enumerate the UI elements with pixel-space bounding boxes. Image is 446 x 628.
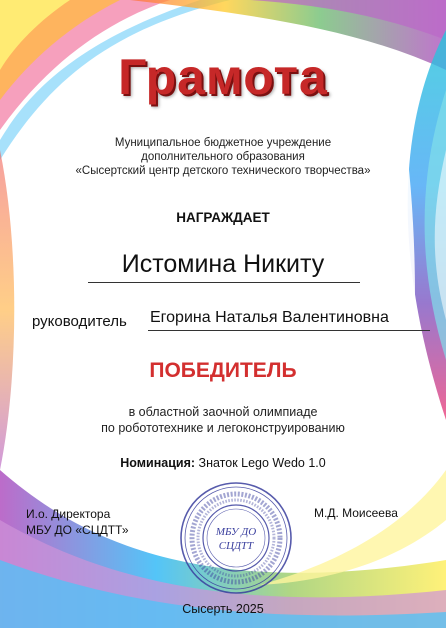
signatory-name: М.Д. Моисеева — [314, 506, 398, 520]
organization-line-3: «Сысертский центр детского технического творчества» — [75, 165, 371, 177]
stamp-text-1: МБУ ДО — [215, 526, 257, 538]
director-line-2: МБУ ДО «СЦДТТ» — [26, 523, 129, 537]
leader-underline — [148, 330, 430, 331]
event-description — [0, 404, 446, 436]
event-line-1: в областной заочной олимпиаде — [128, 405, 318, 419]
certificate-title: Грамота — [118, 49, 328, 105]
organization-line-2: дополнительного образования — [141, 151, 305, 163]
recipient-name: Истомина Никиту — [121, 250, 325, 278]
leader-label: руководитель — [32, 313, 127, 330]
event-line-2: по робототехнике и легоконструированию — [101, 421, 345, 435]
organization-block — [0, 136, 446, 178]
nomination-value: Знаток Lego Wedo 1.0 — [198, 456, 326, 470]
place-year: Сысерть 2025 — [182, 602, 264, 616]
nomination-label: Номинация: — [120, 456, 196, 470]
recipient-underline — [88, 282, 360, 283]
director-title — [26, 506, 129, 538]
official-stamp — [178, 480, 294, 596]
nomination-line — [0, 456, 446, 470]
director-line-1: И.о. Директора — [26, 507, 111, 521]
organization-line-1: Муниципальное бюджетное учреждение — [114, 137, 332, 149]
leader-name: Егорина Наталья Валентиновна — [150, 309, 389, 326]
stamp-text-2: СЦДТТ — [218, 540, 254, 552]
awards-label: НАГРАЖДАЕТ — [176, 210, 270, 225]
result-title: ПОБЕДИТЕЛЬ — [149, 359, 297, 382]
